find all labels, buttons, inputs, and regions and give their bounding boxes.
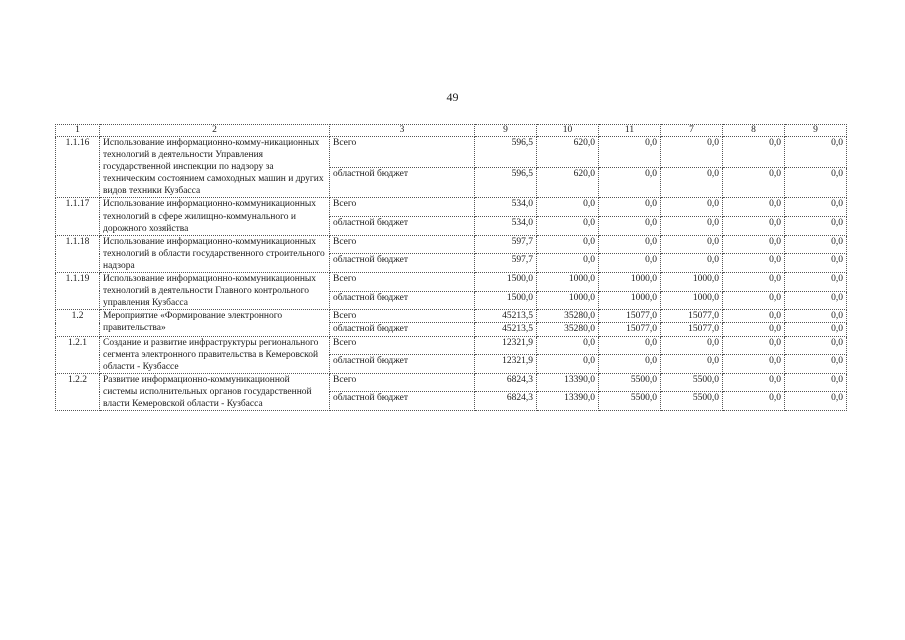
header-cell: 2 [100, 125, 330, 137]
table-row [56, 310, 847, 323]
amount-cell: 0,0 [661, 198, 723, 217]
funding-source: Всего [330, 336, 475, 355]
table-row [56, 137, 847, 168]
amount-cell: 1000,0 [599, 273, 661, 292]
amount-cell: 0,0 [661, 336, 723, 355]
row-code: 1.1.19 [56, 273, 100, 310]
amount-cell: 15077,0 [599, 323, 661, 336]
funding-source: областной бюджет [330, 217, 475, 236]
amount-cell: 0,0 [537, 254, 599, 273]
row-code: 1.2 [56, 310, 100, 336]
amount-cell: 0,0 [785, 373, 847, 392]
row-code: 1.1.17 [56, 198, 100, 235]
amount-cell: 620,0 [537, 167, 599, 198]
header-cell: 3 [330, 125, 475, 137]
table-header-row [56, 125, 847, 137]
amount-cell: 12321,9 [475, 355, 537, 374]
amount-cell: 5500,0 [661, 392, 723, 411]
table-body [56, 137, 847, 411]
row-name: Использование информационно-комму-никационных технологий в деятельности Управления государственной инспекции по надзору за техническим состоянием самоходных машин и других видов техники Кузбасса [100, 137, 330, 198]
amount-cell: 0,0 [785, 137, 847, 168]
funding-source: Всего [330, 373, 475, 392]
amount-cell: 0,0 [537, 355, 599, 374]
funding-source: областной бюджет [330, 392, 475, 411]
funding-source: областной бюджет [330, 355, 475, 374]
amount-cell: 0,0 [785, 198, 847, 217]
amount-cell: 0,0 [599, 167, 661, 198]
amount-cell: 596,5 [475, 167, 537, 198]
row-name: Развитие информационно-коммуникационной системы исполнительных органов государственной власти Кемеровской области - Кузбасса [100, 373, 330, 410]
amount-cell: 0,0 [785, 291, 847, 310]
amount-cell: 0,0 [785, 217, 847, 236]
funding-source: Всего [330, 310, 475, 323]
row-code: 1.1.16 [56, 137, 100, 198]
amount-cell: 0,0 [785, 254, 847, 273]
amount-cell: 0,0 [537, 235, 599, 254]
amount-cell: 0,0 [661, 217, 723, 236]
amount-cell: 0,0 [723, 373, 785, 392]
row-name: Использование информационно-коммуникационных технологий в деятельности Главного контрольного управления Кузбасса [100, 273, 330, 310]
amount-cell: 0,0 [723, 137, 785, 168]
funding-source: Всего [330, 198, 475, 217]
amount-cell: 0,0 [723, 291, 785, 310]
header-cell: 1 [56, 125, 100, 137]
amount-cell: 0,0 [723, 217, 785, 236]
amount-cell: 0,0 [599, 336, 661, 355]
amount-cell: 0,0 [661, 167, 723, 198]
table-row [56, 373, 847, 392]
funding-source: областной бюджет [330, 167, 475, 198]
funding-source: Всего [330, 137, 475, 168]
amount-cell: 0,0 [723, 198, 785, 217]
amount-cell: 1000,0 [537, 291, 599, 310]
amount-cell: 6824,3 [475, 373, 537, 392]
budget-table [55, 124, 847, 411]
table-row [56, 273, 847, 292]
row-name: Использование информационно-коммуникационных технологий в сфере жилищно-коммунального и дорожного хозяйства [100, 198, 330, 235]
row-code: 1.2.1 [56, 336, 100, 373]
header-cell: 7 [661, 125, 723, 137]
amount-cell: 1000,0 [599, 291, 661, 310]
table-row [56, 235, 847, 254]
amount-cell: 534,0 [475, 198, 537, 217]
amount-cell: 597,7 [475, 254, 537, 273]
amount-cell: 45213,5 [475, 310, 537, 323]
amount-cell: 13390,0 [537, 373, 599, 392]
amount-cell: 5500,0 [599, 373, 661, 392]
amount-cell: 0,0 [785, 310, 847, 323]
amount-cell: 1000,0 [661, 291, 723, 310]
amount-cell: 0,0 [723, 235, 785, 254]
amount-cell: 0,0 [599, 198, 661, 217]
funding-source: областной бюджет [330, 254, 475, 273]
amount-cell: 0,0 [723, 273, 785, 292]
amount-cell: 0,0 [537, 198, 599, 217]
amount-cell: 0,0 [723, 323, 785, 336]
amount-cell: 0,0 [661, 355, 723, 374]
amount-cell: 12321,9 [475, 336, 537, 355]
amount-cell: 0,0 [723, 167, 785, 198]
amount-cell: 1500,0 [475, 273, 537, 292]
amount-cell: 0,0 [537, 217, 599, 236]
amount-cell: 0,0 [785, 323, 847, 336]
row-name: Использование информационно-коммуникационных технологий в области государственного строительного надзора [100, 235, 330, 272]
amount-cell: 6824,3 [475, 392, 537, 411]
row-code: 1.1.18 [56, 235, 100, 272]
amount-cell: 5500,0 [599, 392, 661, 411]
amount-cell: 0,0 [723, 392, 785, 411]
amount-cell: 0,0 [599, 137, 661, 168]
header-cell: 8 [723, 125, 785, 137]
header-cell: 11 [599, 125, 661, 137]
amount-cell: 0,0 [599, 235, 661, 254]
funding-source: Всего [330, 273, 475, 292]
amount-cell: 0,0 [599, 254, 661, 273]
amount-cell: 0,0 [661, 254, 723, 273]
amount-cell: 0,0 [785, 355, 847, 374]
row-name: Создание и развитие инфраструктуры регионального сегмента электронного правительства в Кемеровской области - Кузбассе [100, 336, 330, 373]
amount-cell: 45213,5 [475, 323, 537, 336]
amount-cell: 0,0 [723, 310, 785, 323]
amount-cell: 0,0 [723, 355, 785, 374]
amount-cell: 1500,0 [475, 291, 537, 310]
amount-cell: 0,0 [785, 273, 847, 292]
page-number: 49 [446, 90, 459, 104]
amount-cell: 0,0 [723, 336, 785, 355]
funding-source: областной бюджет [330, 291, 475, 310]
amount-cell: 620,0 [537, 137, 599, 168]
amount-cell: 0,0 [785, 167, 847, 198]
amount-cell: 0,0 [599, 355, 661, 374]
amount-cell: 534,0 [475, 217, 537, 236]
funding-source: Всего [330, 235, 475, 254]
header-cell: 9 [475, 125, 537, 137]
amount-cell: 596,5 [475, 137, 537, 168]
row-code: 1.2.2 [56, 373, 100, 410]
amount-cell: 597,7 [475, 235, 537, 254]
amount-cell: 15077,0 [599, 310, 661, 323]
header-cell: 9 [785, 125, 847, 137]
amount-cell: 0,0 [661, 235, 723, 254]
amount-cell: 15077,0 [661, 310, 723, 323]
amount-cell: 0,0 [785, 392, 847, 411]
table-row [56, 198, 847, 217]
funding-source: областной бюджет [330, 323, 475, 336]
amount-cell: 0,0 [599, 217, 661, 236]
amount-cell: 0,0 [785, 336, 847, 355]
row-name: Мероприятие «Формирование электронного правительства» [100, 310, 330, 336]
amount-cell: 0,0 [537, 336, 599, 355]
amount-cell: 0,0 [723, 254, 785, 273]
amount-cell: 0,0 [785, 235, 847, 254]
amount-cell: 15077,0 [661, 323, 723, 336]
amount-cell: 35280,0 [537, 323, 599, 336]
amount-cell: 35280,0 [537, 310, 599, 323]
amount-cell: 13390,0 [537, 392, 599, 411]
amount-cell: 5500,0 [661, 373, 723, 392]
header-cell: 10 [537, 125, 599, 137]
amount-cell: 1000,0 [661, 273, 723, 292]
table-row [56, 336, 847, 355]
amount-cell: 1000,0 [537, 273, 599, 292]
amount-cell: 0,0 [661, 137, 723, 168]
